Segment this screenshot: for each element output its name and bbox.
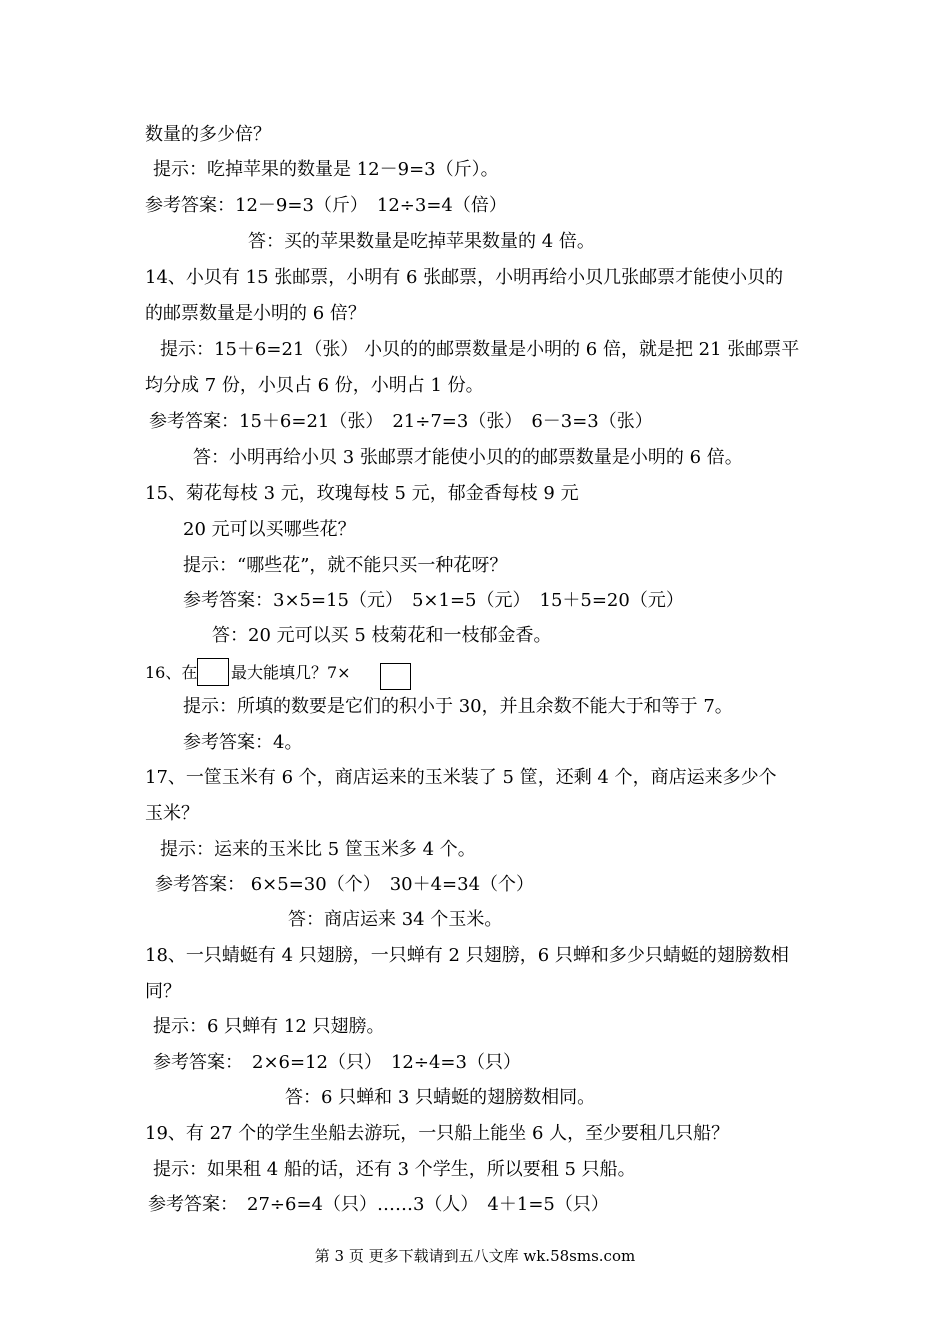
page-footer: 第 3 页 更多下载请到五八文库 wk.58sms.com xyxy=(314,1247,636,1265)
hint-line: 提示：6 只蝉有 12 只翅膀。 xyxy=(153,1016,385,1037)
hint-line: 提示：15＋6=21（张） 小贝的的邮票数量是小明的 6 倍，就是把 21 张邮票平 xyxy=(160,339,800,360)
answer-line: 参考答案：3×5=15（元） 5×1=5（元） 15＋5=20（元） xyxy=(183,590,684,611)
conclusion-line: 答：6 只蝉和 3 只蜻蜓的翅膀数相同。 xyxy=(285,1087,596,1108)
text-line: 均分成 7 份，小贝占 6 份，小明占 1 份。 xyxy=(145,375,484,396)
question-14: 14、小贝有 15 张邮票，小明有 6 张邮票，小明再给小贝几张邮票才能使小贝的 xyxy=(145,267,784,288)
question-16-text: 最大能填几？7× xyxy=(231,663,351,682)
answer-line: 参考答案： 27÷6=4（只）……3（人） 4＋1=5（只） xyxy=(148,1194,609,1215)
conclusion-line: 答：小明再给小贝 3 张邮票才能使小贝的的邮票数量是小明的 6 倍。 xyxy=(193,447,743,468)
hint-line: 提示：运来的玉米比 5 筐玉米多 4 个。 xyxy=(160,839,476,860)
answer-line: 参考答案：4。 xyxy=(183,732,303,753)
answer-line: 参考答案： 2×6=12（只） 12÷4=3（只） xyxy=(153,1052,521,1073)
question-18: 18、一只蜻蜓有 4 只翅膀，一只蝉有 2 只翅膀，6 只蝉和多少只蜻蜓的翅膀数相 xyxy=(145,945,789,966)
text-line: 20 元可以买哪些花？ xyxy=(183,519,356,540)
conclusion-line: 答：商店运来 34 个玉米。 xyxy=(288,909,503,930)
answer-line: 参考答案：15＋6=21（张） 21÷7=3（张） 6－3=3（张） xyxy=(149,411,653,432)
conclusion-line: 答：买的苹果数量是吃掉苹果数量的 4 倍。 xyxy=(248,231,595,252)
question-16-prefix: 16、在 xyxy=(145,663,198,682)
hint-line: 提示：如果租 4 船的话，还有 3 个学生，所以要租 5 只船。 xyxy=(153,1159,636,1180)
answer-line: 参考答案： 6×5=30（个） 30＋4=34（个） xyxy=(155,874,535,895)
question-15: 15、菊花每枝 3 元，玫瑰每枝 5 元，郁金香每枝 9 元 xyxy=(145,483,579,504)
hint-line: 提示：所填的数要是它们的积小于 30，并且余数不能大于和等于 7。 xyxy=(183,696,733,717)
question-17: 17、一筐玉米有 6 个，商店运来的玉米装了 5 筐，还剩 4 个，商店运来多少个 xyxy=(145,767,777,788)
hint-line: 提示：吃掉苹果的数量是 12－9=3（斤）。 xyxy=(153,159,499,180)
text-line: 数量的多少倍？ xyxy=(145,124,271,145)
hint-line: 提示：“哪些花”，就不能只买一种花呀？ xyxy=(183,555,508,576)
answer-line: 参考答案：12－9=3（斤） 12÷3=4（倍） xyxy=(145,195,507,216)
conclusion-line: 答：20 元可以买 5 枝菊花和一枝郁金香。 xyxy=(212,625,552,646)
text-line: 的邮票数量是小明的 6 倍？ xyxy=(145,303,366,324)
question-19: 19、有 27 个的学生坐船去游玩，一只船上能坐 6 人，至少要租几只船？ xyxy=(145,1123,730,1144)
answer-box xyxy=(197,658,229,686)
text-line: 玉米？ xyxy=(145,803,199,824)
answer-box xyxy=(380,663,411,690)
text-line: 同？ xyxy=(145,981,181,1002)
